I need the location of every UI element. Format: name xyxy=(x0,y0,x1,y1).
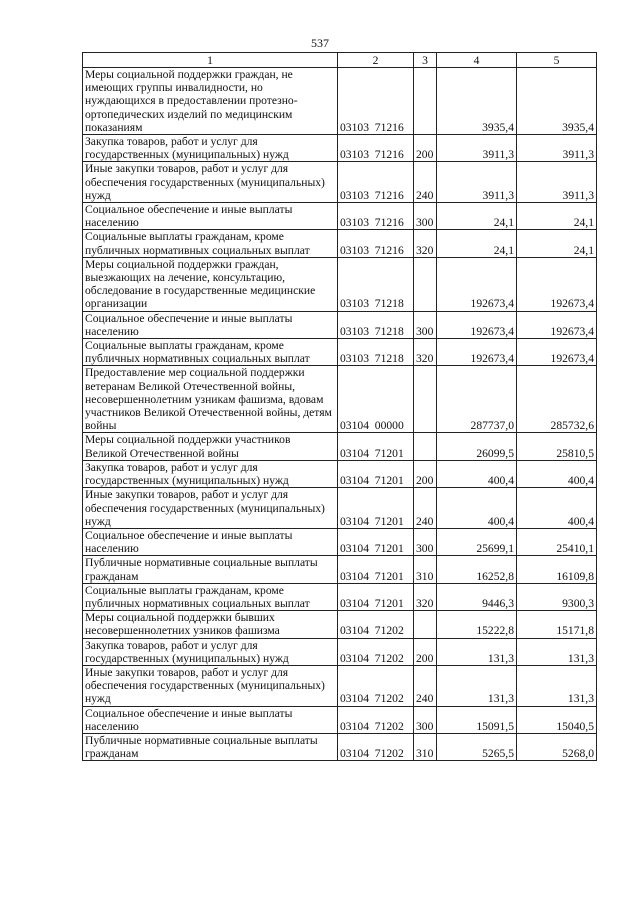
table-row xyxy=(83,68,597,135)
row-type: 310 xyxy=(414,733,437,760)
row-code: 03103 71216 xyxy=(338,135,414,162)
row-value-4: 9446,3 xyxy=(437,583,517,610)
page-number: 537 xyxy=(311,36,329,50)
header-col-5: 5 xyxy=(517,53,597,68)
row-value-5: 285732,6 xyxy=(517,366,597,433)
row-code: 03104 71202 xyxy=(338,665,414,706)
header-col-1: 1 xyxy=(83,53,338,68)
row-value-5: 400,4 xyxy=(517,488,597,529)
row-type: 300 xyxy=(414,528,437,555)
row-value-5: 192673,4 xyxy=(517,257,597,311)
row-value-4: 131,3 xyxy=(437,665,517,706)
row-value-4: 131,3 xyxy=(437,638,517,665)
row-name: Меры социальной поддержки участников Великой Отечественной войны xyxy=(83,433,338,460)
row-value-5: 25410,1 xyxy=(517,528,597,555)
row-code: 03103 71216 xyxy=(338,203,414,230)
row-type: 310 xyxy=(414,556,437,583)
row-value-4: 16252,8 xyxy=(437,556,517,583)
row-value-4: 400,4 xyxy=(437,488,517,529)
row-value-5: 192673,4 xyxy=(517,339,597,366)
row-value-5: 24,1 xyxy=(517,230,597,257)
row-type: 240 xyxy=(414,488,437,529)
row-value-4: 26099,5 xyxy=(437,433,517,460)
row-value-5: 15040,5 xyxy=(517,706,597,733)
row-type xyxy=(414,68,437,135)
row-value-4: 5265,5 xyxy=(437,733,517,760)
row-value-5: 25810,5 xyxy=(517,433,597,460)
table-row xyxy=(83,556,597,583)
row-value-4: 24,1 xyxy=(437,203,517,230)
table-row xyxy=(83,366,597,433)
row-type xyxy=(414,611,437,638)
row-value-4: 15222,8 xyxy=(437,611,517,638)
row-type xyxy=(414,366,437,433)
row-value-4: 3911,3 xyxy=(437,135,517,162)
header-col-4: 4 xyxy=(437,53,517,68)
row-name: Социальные выплаты гражданам, кроме публичных нормативных социальных выплат xyxy=(83,583,338,610)
row-value-4: 400,4 xyxy=(437,460,517,487)
row-value-4: 15091,5 xyxy=(437,706,517,733)
row-value-4: 192673,4 xyxy=(437,339,517,366)
row-type: 240 xyxy=(414,162,437,203)
row-code: 03104 71202 xyxy=(338,733,414,760)
row-name: Публичные нормативные социальные выплаты гражданам xyxy=(83,733,338,760)
table-row xyxy=(83,203,597,230)
row-name: Социальные выплаты гражданам, кроме публичных нормативных социальных выплат xyxy=(83,339,338,366)
row-code: 03104 71202 xyxy=(338,706,414,733)
row-value-5: 5268,0 xyxy=(517,733,597,760)
row-type: 320 xyxy=(414,583,437,610)
table-row xyxy=(83,311,597,338)
table-row xyxy=(83,665,597,706)
row-value-5: 3911,3 xyxy=(517,135,597,162)
row-name: Иные закупки товаров, работ и услуг для обеспечения государственных (муниципальных) нужд xyxy=(83,665,338,706)
header-col-2: 2 xyxy=(338,53,414,68)
table-row xyxy=(83,638,597,665)
row-name: Закупка товаров, работ и услуг для государственных (муниципальных) нужд xyxy=(83,135,338,162)
row-name: Меры социальной поддержки бывших несовершеннолетних узников фашизма xyxy=(83,611,338,638)
table-row xyxy=(83,460,597,487)
row-type: 320 xyxy=(414,339,437,366)
table-row xyxy=(83,433,597,460)
row-code: 03103 71218 xyxy=(338,257,414,311)
row-code: 03104 71201 xyxy=(338,556,414,583)
row-value-5: 192673,4 xyxy=(517,311,597,338)
row-value-4: 24,1 xyxy=(437,230,517,257)
row-type xyxy=(414,257,437,311)
row-code: 03103 71218 xyxy=(338,339,414,366)
row-code: 03104 71201 xyxy=(338,528,414,555)
row-name: Иные закупки товаров, работ и услуг для обеспечения государственных (муниципальных) нужд xyxy=(83,488,338,529)
row-name: Социальное обеспечение и иные выплаты населению xyxy=(83,311,338,338)
row-name: Закупка товаров, работ и услуг для государственных (муниципальных) нужд xyxy=(83,638,338,665)
row-type: 200 xyxy=(414,638,437,665)
row-value-4: 192673,4 xyxy=(437,257,517,311)
table-row xyxy=(83,230,597,257)
row-value-4: 3911,3 xyxy=(437,162,517,203)
row-code: 03104 71202 xyxy=(338,611,414,638)
row-code: 03104 71201 xyxy=(338,488,414,529)
table-row xyxy=(83,339,597,366)
row-type: 300 xyxy=(414,311,437,338)
row-code: 03104 71202 xyxy=(338,638,414,665)
row-value-5: 400,4 xyxy=(517,460,597,487)
table-row xyxy=(83,583,597,610)
row-name: Публичные нормативные социальные выплаты гражданам xyxy=(83,556,338,583)
row-name: Меры социальной поддержки граждан, не имеющих группы инвалидности, но нуждающихся в предоставлении протезно-ортопедических изделий по медицинским показаниям xyxy=(83,68,338,135)
row-value-5: 15171,8 xyxy=(517,611,597,638)
row-name: Меры социальной поддержки граждан, выезжающих на лечение, консультацию, обследование в государственные медицинские организации xyxy=(83,257,338,311)
row-name: Иные закупки товаров, работ и услуг для обеспечения государственных (муниципальных) нужд xyxy=(83,162,338,203)
row-value-5: 24,1 xyxy=(517,203,597,230)
row-value-5: 3911,3 xyxy=(517,162,597,203)
row-value-4: 25699,1 xyxy=(437,528,517,555)
row-value-5: 131,3 xyxy=(517,665,597,706)
row-type: 240 xyxy=(414,665,437,706)
row-name: Социальное обеспечение и иные выплаты населению xyxy=(83,528,338,555)
budget-table xyxy=(82,52,597,761)
row-code: 03104 71201 xyxy=(338,460,414,487)
row-type: 300 xyxy=(414,203,437,230)
row-code: 03104 00000 xyxy=(338,366,414,433)
row-value-5: 3935,4 xyxy=(517,68,597,135)
table-row xyxy=(83,162,597,203)
row-value-5: 131,3 xyxy=(517,638,597,665)
row-name: Закупка товаров, работ и услуг для государственных (муниципальных) нужд xyxy=(83,460,338,487)
table-row xyxy=(83,528,597,555)
row-code: 03103 71216 xyxy=(338,230,414,257)
table-row xyxy=(83,611,597,638)
row-value-5: 16109,8 xyxy=(517,556,597,583)
row-code: 03103 71216 xyxy=(338,68,414,135)
row-value-4: 192673,4 xyxy=(437,311,517,338)
row-code: 03103 71216 xyxy=(338,162,414,203)
table-row xyxy=(83,733,597,760)
table-body xyxy=(83,68,597,761)
row-code: 03104 71201 xyxy=(338,583,414,610)
row-code: 03104 71201 xyxy=(338,433,414,460)
row-name: Социальное обеспечение и иные выплаты населению xyxy=(83,706,338,733)
row-name: Социальные выплаты гражданам, кроме публичных нормативных социальных выплат xyxy=(83,230,338,257)
table-row xyxy=(83,488,597,529)
row-type: 200 xyxy=(414,135,437,162)
row-name: Предоставление мер социальной поддержки ветеранам Великой Отечественной войны, несовершеннолетним узникам фашизма, вдовам участников Великой Отечественной войны, детям войны xyxy=(83,366,338,433)
row-type: 200 xyxy=(414,460,437,487)
header-row xyxy=(83,53,597,68)
row-type: 320 xyxy=(414,230,437,257)
row-value-5: 9300,3 xyxy=(517,583,597,610)
row-type xyxy=(414,433,437,460)
row-type: 300 xyxy=(414,706,437,733)
row-name: Социальное обеспечение и иные выплаты населению xyxy=(83,203,338,230)
row-value-4: 3935,4 xyxy=(437,68,517,135)
table-row xyxy=(83,135,597,162)
header-col-3: 3 xyxy=(414,53,437,68)
table-row xyxy=(83,257,597,311)
row-code: 03103 71218 xyxy=(338,311,414,338)
table-row xyxy=(83,706,597,733)
row-value-4: 287737,0 xyxy=(437,366,517,433)
